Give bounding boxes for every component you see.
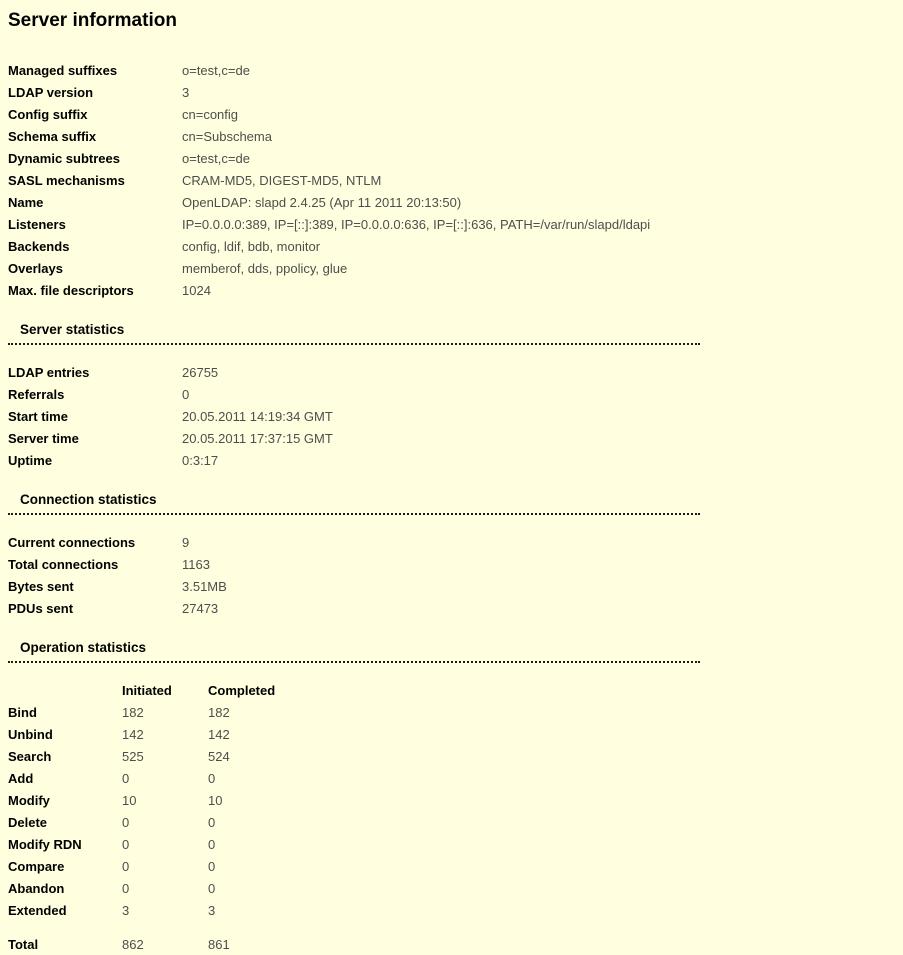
- row-label: LDAP version: [8, 84, 94, 100]
- row-label: Bytes sent: [8, 578, 74, 594]
- row-value: 20.05.2011 17:37:15 GMT: [182, 430, 333, 446]
- operation-row-label: Delete: [8, 814, 48, 830]
- row-label: Dynamic subtrees: [8, 150, 120, 166]
- operation-row-completed: 142: [208, 726, 230, 742]
- row-label: Server time: [8, 430, 79, 446]
- operation-row-completed: 3: [208, 902, 216, 918]
- operation-row-completed: 0: [208, 836, 216, 852]
- row-value: cn=config: [182, 106, 239, 122]
- operation-row: [8, 745, 903, 767]
- row-value: memberof, dds, ppolicy, glue: [182, 260, 348, 276]
- operation-row-label: Bind: [8, 704, 37, 720]
- info-row: [8, 59, 903, 81]
- operation-total-spacer: [8, 921, 903, 933]
- operation-row-label: Modify RDN: [8, 836, 82, 852]
- section-heading-server-statistics: Server statistics: [8, 320, 700, 345]
- info-row: [8, 103, 903, 125]
- operation-rows: [8, 701, 903, 921]
- row-value: 20.05.2011 14:19:34 GMT: [182, 408, 333, 424]
- operation-row: [8, 833, 903, 855]
- operation-row: [8, 767, 903, 789]
- row-value: IP=0.0.0.0:389, IP=[::]:389, IP=0.0.0.0:636, IP=[::]:636, PATH=/var/run/slapd/ldapi: [182, 216, 651, 232]
- operation-row: [8, 899, 903, 921]
- operation-row-label: Compare: [8, 858, 65, 874]
- operation-row: [8, 811, 903, 833]
- operation-total-label: Total: [8, 936, 39, 952]
- info-row: [8, 81, 903, 103]
- operation-row-completed: 524: [208, 748, 230, 764]
- info-row: [8, 257, 903, 279]
- info-row: [8, 449, 903, 471]
- row-value: 3.51MB: [182, 578, 227, 594]
- operation-row-initiated: 525: [122, 748, 144, 764]
- row-value: cn=Subschema: [182, 128, 272, 144]
- info-row: [8, 125, 903, 147]
- server-info-table: [8, 59, 903, 301]
- operation-row-initiated: 0: [122, 858, 130, 874]
- operation-row-completed: 0: [208, 770, 216, 786]
- row-label: Start time: [8, 408, 68, 424]
- operation-row-initiated: 0: [122, 836, 130, 852]
- info-row: [8, 147, 903, 169]
- info-row: [8, 597, 903, 619]
- operation-table-header-row: [8, 679, 903, 701]
- row-value: 1163: [182, 556, 210, 572]
- row-label: Managed suffixes: [8, 62, 118, 78]
- operation-row-completed: 182: [208, 704, 230, 720]
- operation-row-initiated: 142: [122, 726, 144, 742]
- row-value: 1024: [182, 282, 211, 298]
- info-row: [8, 279, 903, 301]
- info-row: [8, 405, 903, 427]
- operation-row-initiated: 10: [122, 792, 137, 808]
- operation-statistics-table: [8, 679, 903, 955]
- operation-total-completed: 861: [208, 936, 230, 952]
- row-label: Uptime: [8, 452, 53, 468]
- operation-row-completed: 0: [208, 814, 216, 830]
- row-value: 9: [182, 534, 190, 550]
- row-label: SASL mechanisms: [8, 172, 125, 188]
- row-label: Overlays: [8, 260, 63, 276]
- info-row: [8, 361, 903, 383]
- operation-row-initiated: 0: [122, 770, 130, 786]
- row-value: 27473: [182, 600, 219, 616]
- row-value: 3: [182, 84, 190, 100]
- row-label: Total connections: [8, 556, 119, 572]
- operation-row-label: Unbind: [8, 726, 53, 742]
- operation-row: [8, 723, 903, 745]
- operation-row-label: Abandon: [8, 880, 65, 896]
- operation-row-initiated: 182: [122, 704, 144, 720]
- operation-row: [8, 701, 903, 723]
- operation-total-initiated: 862: [122, 936, 144, 952]
- row-value: o=test,c=de: [182, 150, 250, 166]
- operation-row: [8, 855, 903, 877]
- operation-row-label: Add: [8, 770, 34, 786]
- connection-statistics-table: [8, 531, 903, 619]
- row-label: PDUs sent: [8, 600, 74, 616]
- operation-row: [8, 877, 903, 899]
- info-row: [8, 427, 903, 449]
- row-value: OpenLDAP: slapd 2.4.25 (Apr 11 2011 20:13:50): [182, 194, 462, 210]
- operation-row: [8, 789, 903, 811]
- info-row: [8, 213, 903, 235]
- row-label: Referrals: [8, 386, 65, 402]
- operation-row-initiated: 0: [122, 814, 130, 830]
- row-value: 26755: [182, 364, 219, 380]
- row-value: 0:3:17: [182, 452, 219, 468]
- server-information-page: [8, 10, 903, 955]
- row-label: Listeners: [8, 216, 66, 232]
- operation-row-initiated: 3: [122, 902, 130, 918]
- info-row: [8, 191, 903, 213]
- row-label: Current connections: [8, 534, 136, 550]
- page-title: Server information: [8, 10, 177, 31]
- row-label: Name: [8, 194, 44, 210]
- operation-row-label: Search: [8, 748, 52, 764]
- row-value: 0: [182, 386, 190, 402]
- info-row: [8, 169, 903, 191]
- operation-row-completed: 10: [208, 792, 223, 808]
- operation-row-completed: 0: [208, 880, 216, 896]
- operation-row-completed: 0: [208, 858, 216, 874]
- operation-total-row: [8, 933, 903, 955]
- column-header-initiated: Initiated: [122, 682, 172, 698]
- info-row: [8, 575, 903, 597]
- section-heading-operation-statistics: Operation statistics: [8, 638, 700, 663]
- info-row: [8, 383, 903, 405]
- row-label: Schema suffix: [8, 128, 97, 144]
- info-row: [8, 553, 903, 575]
- row-label: Backends: [8, 238, 70, 254]
- column-header-completed: Completed: [208, 682, 276, 698]
- row-value: CRAM-MD5, DIGEST-MD5, NTLM: [182, 172, 382, 188]
- server-statistics-table: [8, 361, 903, 471]
- row-label: Max. file descriptors: [8, 282, 134, 298]
- operation-row-initiated: 0: [122, 880, 130, 896]
- row-label: Config suffix: [8, 106, 88, 122]
- row-value: o=test,c=de: [182, 62, 250, 78]
- info-row: [8, 235, 903, 257]
- operation-row-label: Modify: [8, 792, 50, 808]
- row-label: LDAP entries: [8, 364, 90, 380]
- operation-row-label: Extended: [8, 902, 67, 918]
- row-value: config, ldif, bdb, monitor: [182, 238, 321, 254]
- section-heading-connection-statistics: Connection statistics: [8, 490, 700, 515]
- info-row: [8, 531, 903, 553]
